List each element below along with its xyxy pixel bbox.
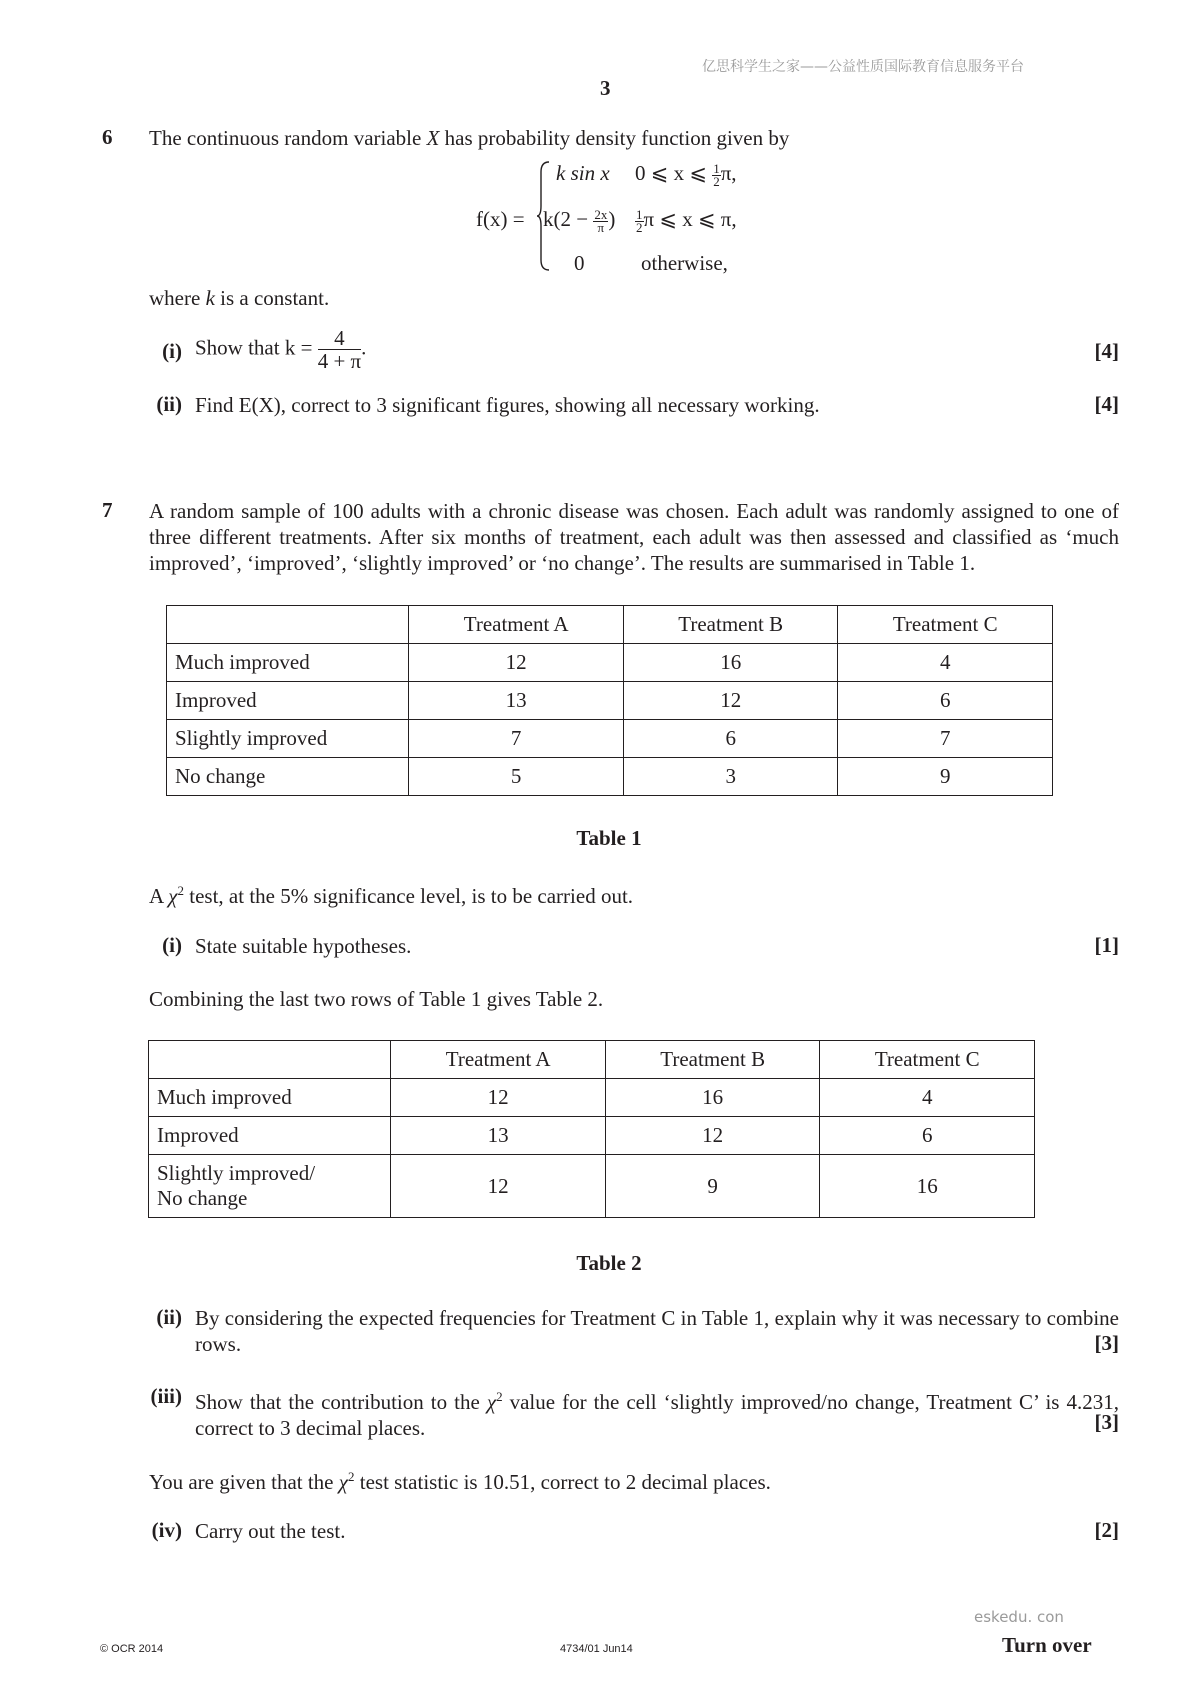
table-1-header-row (167, 606, 1053, 644)
q7-chi-test-text: A $\chi^2$ test, at the 5% significance level, is to be carried out. (149, 883, 634, 908)
table-2-header-a: Treatment A (391, 1041, 606, 1079)
cell-b: 9 (605, 1155, 820, 1218)
table-1-header-a: Treatment A (409, 606, 624, 644)
table-2-caption: Table 2 (576, 1251, 642, 1275)
watermark-top: 亿思科学生之家——公益性质国际教育信息服务平台 (702, 59, 1024, 75)
cell-c: 4 (838, 644, 1053, 682)
page-number: 3 (600, 76, 611, 100)
row-label: Improved (167, 682, 409, 720)
cell-a: 12 (409, 644, 624, 682)
table-1-header-c: Treatment C (838, 606, 1053, 644)
table-row (149, 1079, 1035, 1117)
row-label: Much improved (149, 1079, 391, 1117)
watermark-bottom: eskedu. con (974, 1608, 1064, 1626)
q7-part-iii-text: Show that the contribution to the $\chi^2$ value for the cell ‘slightly improved/no change, Treatment C’ is 4.231, correct to 3 decimal places. (195, 1389, 1119, 1440)
table-row (167, 758, 1053, 796)
table-2 (148, 1040, 1035, 1218)
q7-number: 7 (102, 498, 113, 522)
q7-part-i-text: State suitable hypotheses. (195, 934, 412, 958)
q7-part-iv-label: (iv) (151, 1518, 182, 1542)
row-label: Improved (149, 1117, 391, 1155)
row-label: Slightly improved (167, 720, 409, 758)
q6-part-ii-text: Find E(X), correct to 3 significant figures, showing all necessary working. (195, 393, 820, 417)
cell-b: 16 (605, 1079, 820, 1117)
q6-case3-cond: otherwise, (641, 251, 728, 275)
cell-b: 6 (623, 720, 838, 758)
cell-c: 4 (820, 1079, 1035, 1117)
table-row (167, 644, 1053, 682)
cell-c: 6 (838, 682, 1053, 720)
cell-c: 9 (838, 758, 1053, 796)
q6-part-i-mark: [4] (1094, 339, 1119, 363)
q6-case3-expr: 0 (574, 251, 585, 275)
table-2-header-c: Treatment C (820, 1041, 1035, 1079)
table-2-header-b: Treatment B (605, 1041, 820, 1079)
q7-part-ii-label: (ii) (156, 1305, 182, 1329)
footer-copyright: © OCR 2014 (100, 1643, 164, 1655)
q7-part-ii-text: By considering the expected frequencies for Treatment C in Table 1, explain why it was necessary to combine rows. (195, 1306, 1119, 1356)
q6-part-i-label: (i) (162, 339, 182, 363)
q6-case1-cond: 0 ⩽ x ⩽ $\frac{1}{2}$ π, (635, 160, 737, 189)
table-row (149, 1155, 1035, 1218)
q6-number: 6 (102, 125, 113, 149)
table-1-header-b: Treatment B (623, 606, 838, 644)
row-label: No change (167, 758, 409, 796)
cell-b: 12 (605, 1117, 820, 1155)
table-2-header-row (149, 1041, 1035, 1079)
q7-intro: A random sample of 100 adults with a chronic disease was chosen. Each adult was randomly assigned to one of three different treatments. After six months of treatment, each adult was then assessed and classified as ‘much improved’, ‘improved’, ‘slightly improved’ or ‘no change’. The results are summarised in Table 1. (149, 499, 1119, 575)
q6-part-i-text: Show that k = $\frac{4}{4 + \pi}$ . (195, 326, 367, 373)
q6-intro: The continuous random variable X has probability density function given by (149, 126, 790, 150)
q6-part-ii-label: (ii) (156, 392, 182, 416)
cell-c: 16 (820, 1155, 1035, 1218)
turn-over: Turn over (1002, 1633, 1092, 1657)
q6-f-label: f(x) = (476, 207, 525, 231)
q7-part-iii-mark: [3] (1094, 1410, 1119, 1434)
table-row (167, 682, 1053, 720)
q6-case1-expr: k sin x (556, 161, 610, 185)
q7-combining-text: Combining the last two rows of Table 1 gives Table 2. (149, 987, 604, 1011)
cell-a: 13 (409, 682, 624, 720)
q6-case2-cond: $\frac{1}{2}$ π ⩽ x ⩽ π, (636, 206, 737, 235)
cell-b: 3 (623, 758, 838, 796)
q6-part-ii-mark: [4] (1094, 392, 1119, 416)
row-label: Slightly improved/ No change (149, 1155, 391, 1218)
cell-a: 13 (391, 1117, 606, 1155)
q7-part-iii-label: (iii) (150, 1384, 182, 1408)
table-1-caption: Table 1 (576, 826, 642, 850)
cell-c: 6 (820, 1117, 1035, 1155)
table-1 (166, 605, 1053, 796)
q7-part-iv-text: Carry out the test. (195, 1519, 346, 1543)
cell-c: 7 (838, 720, 1053, 758)
footer-code: 4734/01 Jun14 (560, 1643, 633, 1655)
cell-b: 12 (623, 682, 838, 720)
cell-a: 12 (391, 1155, 606, 1218)
cell-a: 5 (409, 758, 624, 796)
cell-b: 16 (623, 644, 838, 682)
q7-part-iv-mark: [2] (1094, 1518, 1119, 1542)
table-row (167, 720, 1053, 758)
cell-a: 12 (391, 1079, 606, 1117)
q6-case2-expr: k(2 − $\frac{2x}{\pi}$ ) (543, 206, 616, 235)
q7-part-i-label: (i) (162, 933, 182, 957)
q7-part-ii-mark: [3] (1094, 1331, 1119, 1355)
table-row (149, 1117, 1035, 1155)
table-2-header-empty (149, 1041, 391, 1079)
q6-where: where k is a constant. (149, 286, 330, 310)
cell-a: 7 (409, 720, 624, 758)
table-1-header-empty (167, 606, 409, 644)
q7-part-i-mark: [1] (1094, 933, 1119, 957)
row-label: Much improved (167, 644, 409, 682)
q7-given-text: You are given that the $\chi^2$ test statistic is 10.51, correct to 2 decimal places. (149, 1469, 771, 1494)
